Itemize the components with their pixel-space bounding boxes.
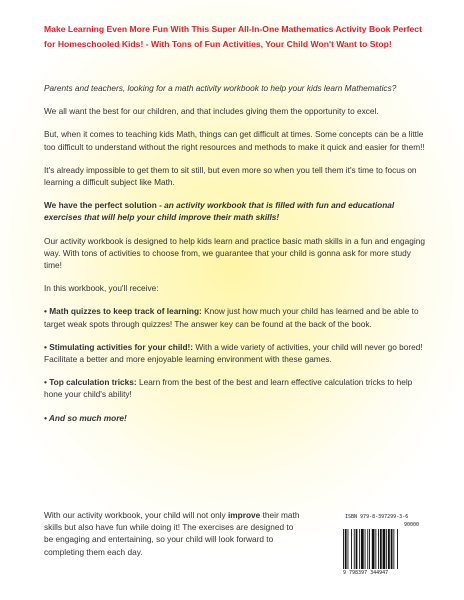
solution-text: - an activity workbook that is filled with fun and educational exercises that will help your child improve their math skills!	[44, 200, 395, 223]
barcode-bar	[380, 529, 382, 569]
barcode-bar	[348, 529, 349, 569]
barcode-digits: 9 798397 344947	[343, 570, 389, 576]
barcode-bar	[359, 529, 360, 569]
barcode-bar	[343, 529, 344, 569]
barcode-bar	[375, 529, 376, 569]
barcode-bar	[393, 529, 394, 569]
isbn-number: ISBN 979-8-397299-3-6	[345, 514, 409, 520]
last-bullet: • And so much more!	[44, 412, 127, 423]
solution-lead: We have the perfect solution	[44, 200, 157, 211]
paragraph-5: In this workbook, you'll receive:	[44, 283, 159, 294]
paragraph-2: But, when it comes to teaching kids Math, things can get difficult at times. Some concepts can be a little too difficult to understand without the right resources and methods to make it quick and easier for them!!	[44, 129, 425, 152]
barcode-bar	[365, 529, 366, 569]
closing-text	[44, 509, 304, 558]
barcode-bar	[351, 529, 352, 569]
solution-paragraph	[44, 199, 426, 223]
barcode-bar	[386, 529, 387, 569]
closing-part-2: their math skills but also have fun while doing it! The exercises are designed to be engaging and entertaining, so your child will look forward to completing them each day.	[44, 510, 300, 557]
bullet-item	[44, 376, 426, 400]
barcode-bar	[378, 529, 379, 569]
headline: Make Learning Even More Fun With This Super All-In-One Mathematics Activity Book Perfect for Homeschooled Kids! - With Tons of Fun Activities, Your Child Won't Want to Stop!	[44, 24, 422, 49]
bullet-item	[44, 305, 426, 329]
barcode-bar	[345, 529, 347, 569]
description-body	[44, 82, 426, 435]
barcode-bar	[397, 529, 398, 569]
barcode-bar	[369, 529, 370, 569]
closing-part-1: With our activity workbook, your child will not only	[44, 510, 228, 520]
barcode-bar	[383, 529, 386, 569]
closing-paragraph	[44, 509, 304, 558]
bullet-text: With a wide variety of activities, your child will never go bored! Facilitate a better and more enjoyable learning environment with these games.	[44, 341, 423, 365]
bullet-title: • Math quizzes to keep track of learning:	[44, 306, 202, 317]
bullet-item	[44, 341, 426, 365]
bullet-text: Learn from the best of the best and learn effective calculation tricks to help hone your child's ability!	[44, 377, 413, 400]
barcode-bar	[361, 529, 364, 569]
price-code: 90000	[403, 522, 419, 528]
barcode-bar	[356, 529, 358, 569]
barcode-bar	[388, 529, 390, 569]
barcode-bar	[354, 529, 355, 569]
barcode-bar	[367, 529, 368, 569]
paragraph-4: Our activity workbook is designed to help kids learn and practice basic math skills in a fun and engaging way. With tons of activities to choose from, we guarantee that your child is gonna ask for more study time!	[44, 235, 425, 271]
bullet-title: • Top calculation tricks:	[44, 377, 137, 388]
intro-paragraph: Parents and teachers, looking for a math activity workbook to help your kids learn Mathematics?	[44, 83, 397, 93]
isbn-barcode	[339, 512, 423, 580]
barcode-bar	[372, 529, 375, 569]
bullet-title: • Stimulating activities for your child!:	[44, 341, 194, 352]
paragraph-1: We all want the best for our children, and that includes giving them the opportunity to excel.	[44, 106, 379, 117]
paragraph-3: It's already impossible to get them to sit still, but even more so when you tell them it's time to focus on learning a difficult subject like Math.	[44, 164, 417, 188]
bullet-text: Know just how much your child has learned and be able to target weak spots through quizzes! The answer key can be found at the back of the book.	[44, 306, 419, 329]
closing-emphasis: improve	[227, 510, 261, 520]
barcode-bar	[391, 529, 393, 569]
barcode-bars	[343, 529, 419, 569]
